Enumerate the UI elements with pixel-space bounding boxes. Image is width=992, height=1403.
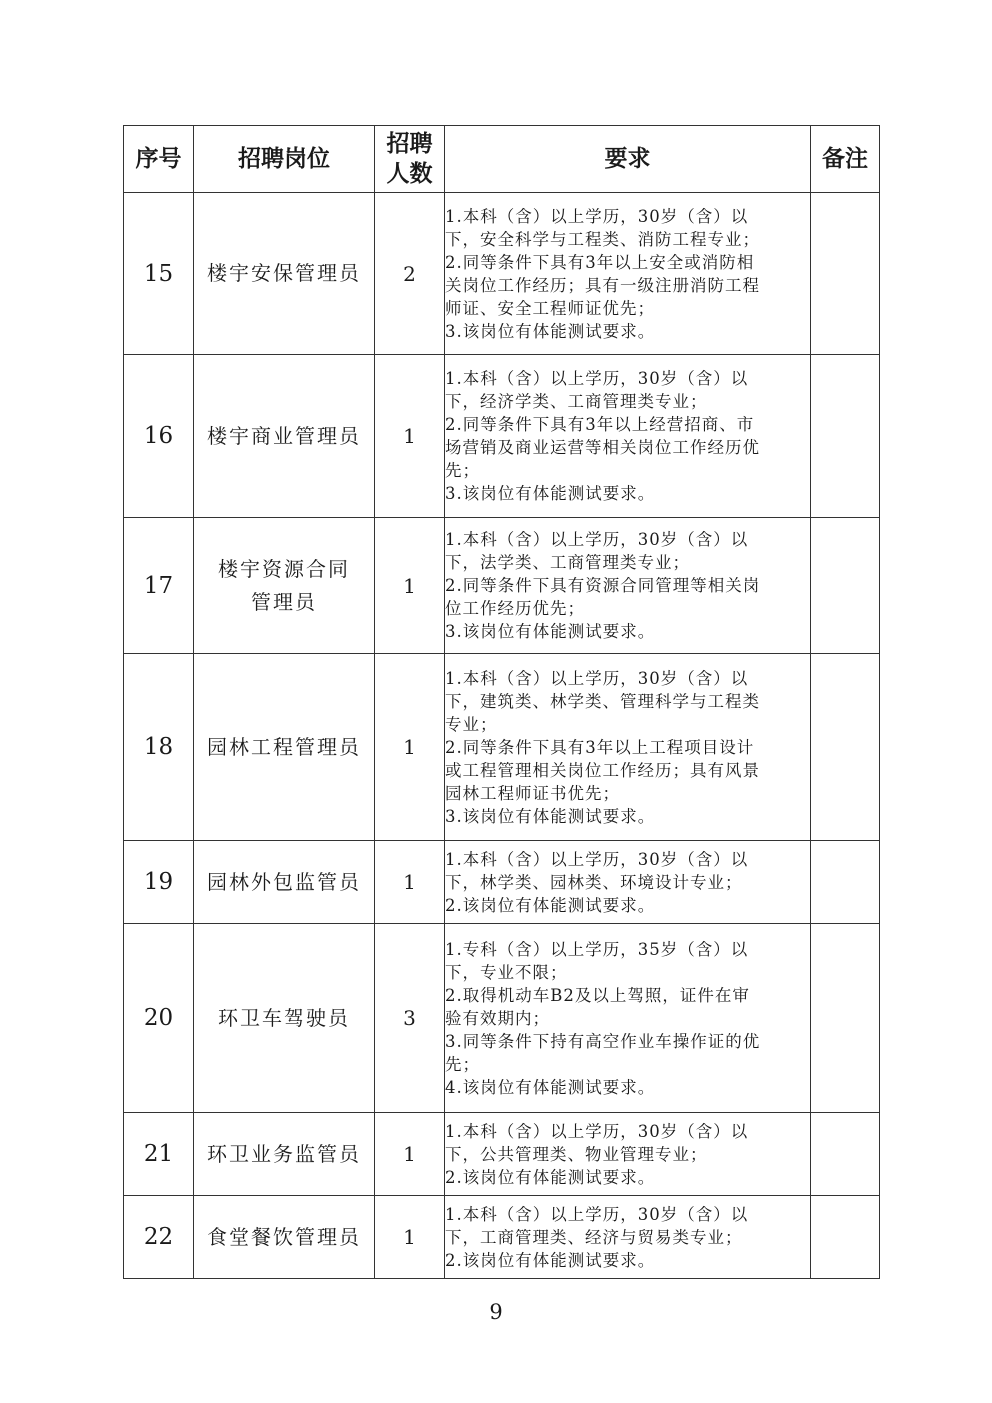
row-requirements <box>445 193 811 355</box>
row-requirements <box>445 1196 811 1279</box>
row-index: 19 <box>124 841 194 924</box>
requirement-line: 专业； <box>445 714 498 734</box>
row-notes <box>811 924 880 1113</box>
header-requirements: 要求 <box>445 126 811 193</box>
requirement-line: 1.本科（含）以上学历，30岁（含）以 <box>445 849 749 869</box>
header-count <box>375 126 445 193</box>
row-requirements <box>445 924 811 1113</box>
requirement-line: 3.该岗位有体能测试要求。 <box>445 806 656 826</box>
requirement-line: 下，安全科学与工程类、消防工程专业； <box>445 229 760 249</box>
row-position: 楼宇资源合同 管理员 <box>194 518 375 654</box>
requirement-line: 场营销及商业运营等相关岗位工作经历优 <box>445 438 760 457</box>
requirement-line: 2.同等条件下具有资源合同管理等相关岗 <box>445 576 761 595</box>
row-requirements <box>445 355 811 518</box>
row-position: 环卫车驾驶员 <box>194 924 375 1113</box>
recruitment-table <box>123 125 880 1279</box>
requirement-line: 4.该岗位有体能测试要求。 <box>445 1077 656 1097</box>
row-requirements <box>445 841 811 924</box>
header-count-label: 招聘 人数 <box>386 131 433 187</box>
table-row <box>124 1196 880 1279</box>
requirement-line: 下，建筑类、林学类、管理科学与工程类 <box>445 691 760 711</box>
row-requirements <box>445 1113 811 1196</box>
row-position: 环卫业务监管员 <box>194 1113 375 1196</box>
requirement-line: 下，公共管理类、物业管理专业； <box>445 1144 708 1164</box>
requirement-line: 3.该岗位有体能测试要求。 <box>445 321 656 341</box>
requirement-line: 3.该岗位有体能测试要求。 <box>445 622 656 641</box>
row-count: 1 <box>375 841 445 924</box>
requirement-line: 下，专业不限； <box>445 962 568 982</box>
requirement-line: 1.本科（含）以上学历，30岁（含）以 <box>445 1204 749 1224</box>
row-index: 16 <box>124 355 194 518</box>
requirement-line: 2.同等条件下具有3年以上工程项目设计 <box>445 737 755 757</box>
page-number: 9 <box>489 1300 503 1324</box>
table-row <box>124 841 880 924</box>
row-count: 3 <box>375 924 445 1113</box>
requirement-line: 下，林学类、园林类、环境设计专业； <box>445 872 743 892</box>
header-position: 招聘岗位 <box>194 126 375 193</box>
requirement-line: 验有效期内； <box>445 1008 550 1028</box>
requirement-line: 或工程管理相关岗位工作经历；具有风景 <box>445 760 760 780</box>
requirement-line: 1.本科（含）以上学历，30岁（含）以 <box>445 1121 749 1141</box>
table-row <box>124 654 880 841</box>
requirement-line: 2.该岗位有体能测试要求。 <box>445 895 656 915</box>
row-position: 园林工程管理员 <box>194 654 375 841</box>
table-row <box>124 1113 880 1196</box>
row-count: 1 <box>375 1113 445 1196</box>
requirement-line: 下，法学类、工商管理类专业； <box>445 553 690 572</box>
row-position: 园林外包监管员 <box>194 841 375 924</box>
requirement-line: 3.该岗位有体能测试要求。 <box>445 484 656 503</box>
row-requirements <box>445 518 811 654</box>
requirement-line: 园林工程师证书优先； <box>445 783 620 803</box>
requirement-line: 1.专科（含）以上学历，35岁（含）以 <box>445 939 749 959</box>
row-count: 1 <box>375 654 445 841</box>
row-notes <box>811 654 880 841</box>
row-notes <box>811 1113 880 1196</box>
requirement-line: 位工作经历优先； <box>445 599 585 618</box>
row-requirements <box>445 654 811 841</box>
requirement-line: 2.同等条件下具有3年以上经营招商、市 <box>445 415 755 434</box>
requirement-line: 3.同等条件下持有高空作业车操作证的优 <box>445 1031 761 1051</box>
table-row <box>124 518 880 654</box>
row-notes <box>811 841 880 924</box>
requirement-line: 1.本科（含）以上学历，30岁（含）以 <box>445 206 749 226</box>
requirement-line: 1.本科（含）以上学历，30岁（含）以 <box>445 668 749 688</box>
row-notes <box>811 355 880 518</box>
requirement-line: 1.本科（含）以上学历，30岁（含）以 <box>445 530 749 549</box>
table-row <box>124 355 880 518</box>
header-index: 序号 <box>124 126 194 193</box>
requirement-line: 先； <box>445 461 480 480</box>
row-position: 楼宇商业管理员 <box>194 355 375 518</box>
header-notes: 备注 <box>811 126 880 193</box>
header-row <box>124 126 880 193</box>
table-row <box>124 193 880 355</box>
requirement-line: 2.同等条件下具有3年以上安全或消防相 <box>445 252 755 272</box>
row-index: 17 <box>124 518 194 654</box>
requirement-line: 下，经济学类、工商管理类专业； <box>445 392 708 411</box>
requirement-line: 关岗位工作经历；具有一级注册消防工程 <box>445 275 760 295</box>
row-count: 1 <box>375 355 445 518</box>
row-notes <box>811 518 880 654</box>
row-count: 2 <box>375 193 445 355</box>
row-index: 18 <box>124 654 194 841</box>
requirement-line: 先； <box>445 1054 480 1074</box>
row-position: 楼宇安保管理员 <box>194 193 375 355</box>
requirement-line: 2.该岗位有体能测试要求。 <box>445 1167 656 1187</box>
requirement-line: 2.该岗位有体能测试要求。 <box>445 1250 656 1270</box>
row-notes <box>811 1196 880 1279</box>
row-position: 食堂餐饮管理员 <box>194 1196 375 1279</box>
row-notes <box>811 193 880 355</box>
row-index: 21 <box>124 1113 194 1196</box>
row-index: 22 <box>124 1196 194 1279</box>
row-count: 1 <box>375 518 445 654</box>
row-index: 15 <box>124 193 194 355</box>
requirement-line: 2.取得机动车B2及以上驾照，证件在审 <box>445 985 750 1005</box>
table-row <box>124 924 880 1113</box>
row-index: 20 <box>124 924 194 1113</box>
requirement-line: 师证、安全工程师证优先； <box>445 298 655 318</box>
row-count: 1 <box>375 1196 445 1279</box>
requirement-line: 1.本科（含）以上学历，30岁（含）以 <box>445 369 749 388</box>
requirement-line: 下，工商管理类、经济与贸易类专业； <box>445 1227 743 1247</box>
